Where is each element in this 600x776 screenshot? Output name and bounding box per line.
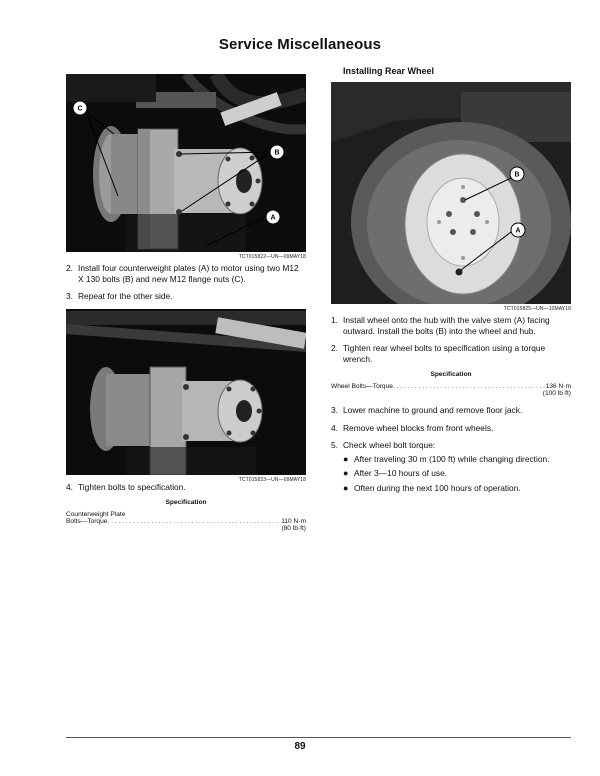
callout-c-label: C: [77, 105, 83, 113]
spec-value: 110 N·m: [281, 518, 306, 525]
counterweight-motor-illustration: [66, 74, 306, 252]
steps-list: [331, 405, 571, 451]
page-title: Service Miscellaneous: [218, 36, 382, 53]
list-item: 3. Lower machine to ground and remove floor jack.: [331, 405, 523, 415]
spec-row: [66, 518, 306, 525]
callout-a-label: A: [515, 227, 521, 235]
torque-check-bullets: [343, 454, 571, 494]
page-number: 89: [294, 741, 306, 752]
steps-list: [331, 315, 571, 364]
tightened-bolts-figure: [66, 309, 306, 475]
figure-caption: TCT015823—UN—09MAY18: [238, 476, 306, 483]
steps-list: [66, 263, 306, 302]
rear-wheel-figure: [331, 82, 571, 304]
list-item: 2. Install four counterweight plates (A) to motor using two M12 X 130 bolts (B) and new M12 flange nuts (C).: [66, 263, 299, 284]
motor-bolts-illustration: [66, 309, 306, 475]
bullet-icon: ●: [343, 468, 349, 478]
spec-value-alt: (100 lb·ft): [542, 390, 571, 397]
left-column: [66, 66, 306, 540]
list-item: ● Often during the next 100 hours of operation.: [343, 482, 521, 493]
spec-heading: Specification: [165, 499, 207, 506]
spec-leader-dots: [107, 518, 280, 525]
figure-caption: TCT015825—UN—10MAY18: [503, 306, 571, 312]
torque-specification: [331, 371, 571, 397]
spec-row: [331, 383, 571, 390]
list-item: 3. Repeat for the other side.: [66, 291, 173, 301]
list-item: 4. Tighten bolts to specification.: [66, 481, 186, 492]
spec-label: Counterweight Plate: [66, 511, 126, 518]
torque-specification: [66, 499, 306, 532]
list-item: ● After 3—10 hours of use.: [343, 468, 448, 478]
list-item: ● After traveling 30 m (100 ft) while changing direction.: [343, 453, 550, 464]
section-heading: Installing Rear Wheel: [343, 66, 435, 76]
spec-label: Bolts—Torque: [66, 518, 108, 525]
list-item: 4. Remove wheel blocks from front wheels.: [331, 422, 494, 433]
rear-wheel-illustration: [331, 82, 571, 304]
callout-b-label: B: [274, 149, 280, 157]
figure-caption: TCT015822—UN—09MAY18: [238, 254, 306, 260]
spec-value: 136 N·m: [545, 383, 571, 390]
right-column: [331, 66, 571, 497]
footer-divider: [66, 737, 571, 738]
callout-b-label: B: [514, 171, 520, 179]
callout-a-label: A: [270, 214, 276, 222]
bullet-icon: ●: [343, 453, 349, 464]
list-item: 2. Tighten rear wheel bolts to specification using a torque wrench.: [331, 343, 546, 364]
spec-leader-dots: [393, 383, 545, 390]
list-item: 5. Check wheel bolt torque:: [331, 440, 436, 450]
counterweight-plates-figure: [66, 74, 306, 252]
steps-list: [66, 482, 306, 493]
spec-heading: Specification: [430, 371, 472, 378]
spec-label: Wheel Bolts—Torque: [331, 383, 393, 390]
list-item: 1. Install wheel onto the hub with the valve stem (A) facing outward. Install the bolts (B) into the wheel and hub.: [331, 315, 550, 336]
bullet-icon: ●: [343, 482, 349, 493]
spec-value-alt: (80 lb·ft): [281, 525, 306, 532]
